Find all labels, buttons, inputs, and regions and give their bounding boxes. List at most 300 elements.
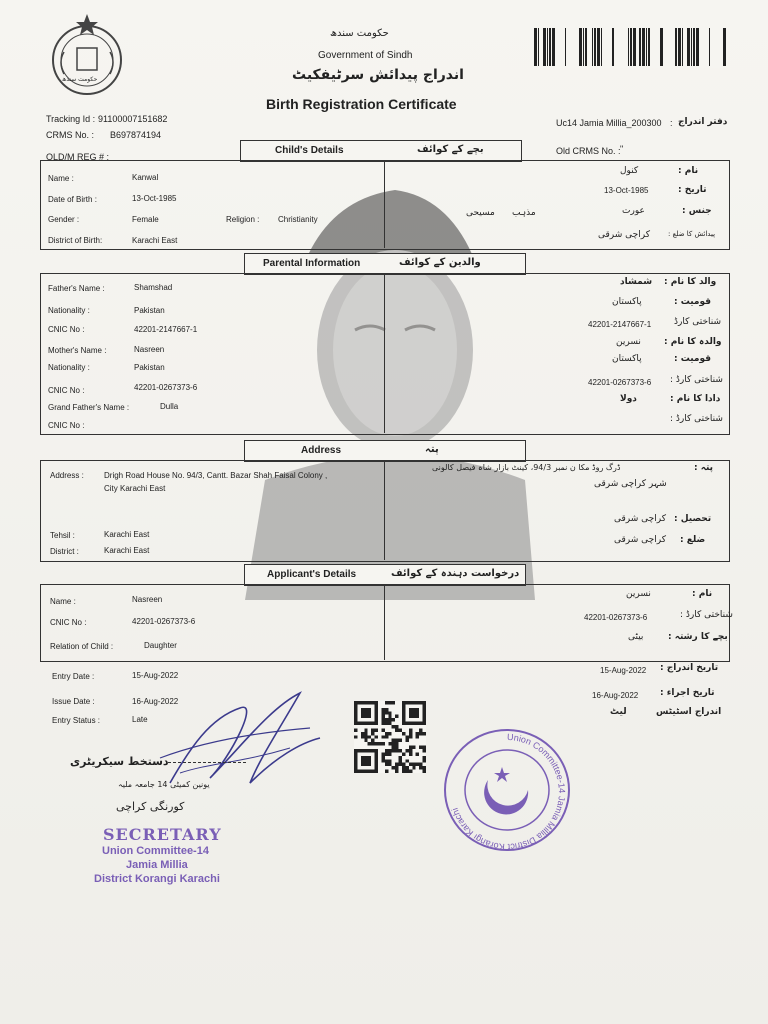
- qr-cell: [364, 711, 367, 714]
- qr-cell: [412, 722, 415, 725]
- qr-cell: [402, 770, 405, 773]
- mother-nationality-value-urdu: پاکستان: [612, 354, 642, 364]
- qr-cell: [368, 756, 371, 759]
- relation-label-urdu: بچے کا رشتہ :: [668, 632, 728, 642]
- qr-cell: [361, 708, 364, 711]
- qr-cell: [409, 715, 412, 718]
- qr-cell: [368, 708, 371, 711]
- office-colon: :: [670, 118, 673, 128]
- page-title: Birth Registration Certificate: [266, 96, 457, 112]
- qr-cell: [371, 749, 374, 752]
- tehsil-value: Karachi East: [104, 530, 150, 539]
- qr-cell: [381, 711, 384, 714]
- crms-label: CRMS No. :: [46, 130, 95, 140]
- qr-cell: [395, 742, 398, 745]
- qr-cell: [357, 701, 360, 704]
- qr-cell: [364, 715, 367, 718]
- barcode-bar: [693, 28, 695, 66]
- address-line2-urdu: شہر کراچی شرقی: [594, 479, 667, 489]
- qr-cell: [409, 728, 412, 731]
- qr-cell: [405, 759, 408, 762]
- qr-cell: [375, 708, 378, 711]
- child-dob-label: Date of Birth :: [48, 195, 97, 204]
- office-value: Uc14 Jamia Millia_200300: [556, 118, 662, 128]
- qr-cell: [416, 715, 419, 718]
- qr-cell: [405, 739, 408, 742]
- qr-cell: [368, 735, 371, 738]
- secretary-signature-label-urdu: دستخط سیکریٹری: [70, 755, 169, 768]
- qr-cell: [402, 752, 405, 755]
- qr-cell: [371, 732, 374, 735]
- qr-cell: [402, 701, 405, 704]
- child-name-label: Name :: [48, 174, 74, 183]
- qr-cell: [364, 728, 367, 731]
- barcode-bar: [628, 28, 629, 66]
- address-section-header: [244, 440, 526, 462]
- qr-cell: [392, 701, 395, 704]
- barcode-bar: [538, 28, 539, 66]
- qr-cell: [368, 701, 371, 704]
- entry-date-label: Entry Date :: [52, 672, 95, 681]
- mother-name-value: Nasreen: [134, 345, 165, 354]
- union-committee-urdu: یونین کمیٹی 14 جامعہ ملیہ: [118, 780, 210, 789]
- father-nationality-label-urdu: قومیت :: [674, 297, 712, 307]
- barcode-bar: [696, 28, 699, 66]
- qr-cell: [388, 742, 391, 745]
- seal-caption: حکومت سندھ: [62, 76, 98, 83]
- address-district-value-urdu: کراچی شرقی: [614, 535, 666, 545]
- barcode-bar: [534, 28, 537, 66]
- child-gender-label: Gender :: [48, 215, 80, 224]
- qr-cell: [378, 742, 381, 745]
- qr-cell: [399, 749, 402, 752]
- barcode-bar: [601, 28, 602, 66]
- qr-cell: [385, 749, 388, 752]
- address-district-value: Karachi East: [104, 546, 150, 555]
- qr-cell: [405, 770, 408, 773]
- child-religion-label-urdu: مذہب: [512, 208, 536, 218]
- qr-cell: [364, 759, 367, 762]
- address-line1: Drigh Road House No. 94/3, Cantt. Bazar Shah Faisal Colony ,: [104, 471, 328, 480]
- father-name-value: Shamshad: [134, 283, 173, 292]
- issue-date-label-urdu: تاریخ اجراء :: [660, 688, 715, 698]
- qr-cell: [409, 708, 412, 711]
- qr-cell: [412, 746, 415, 749]
- qr-cell: [354, 756, 357, 759]
- qr-cell: [388, 722, 391, 725]
- korangi-urdu: کورنگی کراچی: [116, 800, 185, 813]
- qr-cell: [375, 704, 378, 707]
- qr-cell: [385, 752, 388, 755]
- qr-cell: [416, 711, 419, 714]
- qr-cell: [412, 711, 415, 714]
- qr-cell: [423, 715, 426, 718]
- barcode-bar: [543, 28, 546, 66]
- barcode-bar: [583, 28, 584, 66]
- relation-value: Daughter: [144, 641, 177, 650]
- barcode-bar: [642, 28, 645, 66]
- barcode-bar: [646, 28, 647, 66]
- barcode-bar: [639, 28, 641, 66]
- barcode-bar: [687, 28, 690, 66]
- father-nationality-value: Pakistan: [134, 306, 165, 315]
- qr-cell: [381, 742, 384, 745]
- qr-cell: [419, 766, 422, 769]
- qr-cell: [392, 749, 395, 752]
- child-dob-value: 13-Oct-1985: [132, 194, 177, 203]
- mother-cnic-value-urdu: 42201-0267373-6: [588, 378, 652, 387]
- qr-cell: [364, 763, 367, 766]
- issue-date-value-urdu: 16-Aug-2022: [592, 691, 639, 700]
- qr-cell: [416, 735, 419, 738]
- applicant-name-label-urdu: نام :: [692, 589, 713, 599]
- qr-cell: [409, 746, 412, 749]
- qr-cell: [416, 752, 419, 755]
- qr-cell: [368, 711, 371, 714]
- applicant-section-header: [244, 564, 526, 586]
- father-name-value-urdu: شمشاد: [620, 277, 653, 287]
- qr-cell: [412, 715, 415, 718]
- child-section-title: Child's Details: [275, 145, 344, 156]
- qr-cell: [368, 763, 371, 766]
- qr-cell: [392, 725, 395, 728]
- qr-cell: [381, 708, 384, 711]
- child-dob-value-urdu: 13-Oct-1985: [604, 186, 649, 195]
- qr-cell: [409, 732, 412, 735]
- child-gender-value-urdu: عورت: [622, 206, 645, 216]
- qr-cell: [388, 701, 391, 704]
- barcode-bar: [552, 28, 555, 66]
- qr-cell: [409, 749, 412, 752]
- qr-cell: [361, 732, 364, 735]
- qr-cell: [361, 711, 364, 714]
- qr-cell: [375, 759, 378, 762]
- qr-cell: [357, 770, 360, 773]
- qr-cell: [354, 766, 357, 769]
- child-religion-value-urdu: مسیحی: [466, 208, 495, 218]
- qr-cell: [388, 718, 391, 721]
- tracking-label: Tracking Id :: [46, 114, 96, 124]
- child-district-value: Karachi East: [132, 236, 178, 245]
- secretary-stamp-line1: Union Committee-14: [102, 845, 209, 857]
- qr-cell: [402, 715, 405, 718]
- mother-nationality-value: Pakistan: [134, 363, 165, 372]
- qr-cell: [364, 701, 367, 704]
- qr-cell: [364, 749, 367, 752]
- entry-date-value-urdu: 15-Aug-2022: [600, 666, 647, 675]
- tehsil-label-urdu: تحصیل :: [674, 514, 712, 524]
- grandfather-name-label-urdu: دادا کا نام :: [670, 394, 721, 404]
- crms-value: B697874194: [110, 130, 162, 140]
- qr-cell: [364, 735, 367, 738]
- qr-cell: [364, 770, 367, 773]
- barcode-bar: [648, 28, 650, 66]
- old-crms-label: Old CRMS No. :: [556, 146, 621, 156]
- qr-cell: [354, 715, 357, 718]
- qr-cell: [388, 759, 391, 762]
- qr-cell: [381, 718, 384, 721]
- qr-cell: [395, 739, 398, 742]
- parental-section-title-urdu: والدین کے کوائف: [399, 257, 481, 268]
- qr-cell: [392, 718, 395, 721]
- barcode-bar: [597, 28, 600, 66]
- qr-cell: [381, 752, 384, 755]
- mother-cnic-label: CNIC No :: [48, 386, 85, 395]
- qr-cell: [385, 708, 388, 711]
- qr-cell: [402, 763, 405, 766]
- qr-cell: [423, 701, 426, 704]
- child-dob-label-urdu: تاریخ :: [678, 185, 707, 195]
- qr-cell: [423, 766, 426, 769]
- child-religion-label: Religion :: [226, 215, 260, 224]
- qr-cell: [395, 725, 398, 728]
- barcode-bar: [579, 28, 582, 66]
- qr-cell: [354, 711, 357, 714]
- child-name-label-urdu: نام :: [678, 166, 699, 176]
- mother-nationality-label: Nationality :: [48, 363, 90, 372]
- qr-cell: [371, 722, 374, 725]
- qr-cell: [392, 746, 395, 749]
- qr-cell: [361, 715, 364, 718]
- qr-cell: [388, 752, 391, 755]
- round-stamp-text: Union Committee-14 Jamia Millia District Korangi Karachi: [449, 731, 567, 853]
- qr-cell: [361, 763, 364, 766]
- qr-cell: [399, 739, 402, 742]
- mother-name-label: Mother's Name :: [48, 346, 107, 355]
- address-section-title-urdu: پتہ: [425, 444, 439, 455]
- barcode-bar: [678, 28, 681, 66]
- qr-cell: [419, 746, 422, 749]
- qr-cell: [412, 701, 415, 704]
- qr-cell: [375, 742, 378, 745]
- mother-name-label-urdu: والدہ کا نام :: [664, 337, 722, 347]
- qr-cell: [368, 759, 371, 762]
- qr-cell: [409, 701, 412, 704]
- qr-cell: [395, 749, 398, 752]
- child-name-value: Kanwal: [132, 173, 159, 182]
- title-urdu: اندراج پیدائش سرٹیفکیٹ: [292, 67, 464, 83]
- qr-cell: [375, 711, 378, 714]
- child-name-value-urdu: کنول: [620, 166, 639, 176]
- qr-cell: [375, 722, 378, 725]
- qr-cell: [395, 715, 398, 718]
- entry-status-label-urdu: اندراج اسٹیٹس: [656, 707, 722, 717]
- applicant-section-title: Applicant's Details: [267, 569, 357, 580]
- child-gender-label-urdu: جنس :: [682, 206, 712, 216]
- qr-cell: [392, 742, 395, 745]
- qr-cell: [385, 759, 388, 762]
- qr-cell: [375, 715, 378, 718]
- qr-cell: [385, 732, 388, 735]
- grandfather-name-value: Dulla: [160, 402, 179, 411]
- crescent-icon: [484, 780, 528, 814]
- qr-cell: [409, 722, 412, 725]
- applicant-cnic-label-urdu: شناختی کارڈ :: [680, 610, 733, 620]
- father-cnic-label-urdu: شناختی کارڈ: [674, 317, 722, 327]
- applicant-cnic-label: CNIC No :: [50, 618, 87, 627]
- qr-cell: [354, 735, 357, 738]
- barcode-bar: [691, 28, 692, 66]
- issue-date-value: 16-Aug-2022: [132, 697, 179, 706]
- qr-cell: [368, 749, 371, 752]
- address-line2: City Karachi East: [104, 484, 166, 493]
- father-nationality-value-urdu: پاکستان: [612, 297, 642, 307]
- star-icon: [494, 767, 510, 782]
- qr-cell: [364, 739, 367, 742]
- tracking-value: 91100007151682: [98, 114, 168, 124]
- qr-cell: [354, 722, 357, 725]
- qr-cell: [409, 711, 412, 714]
- qr-cell: [423, 749, 426, 752]
- barcode-bar: [594, 28, 596, 66]
- qr-cell: [405, 766, 408, 769]
- qr-cell: [402, 711, 405, 714]
- qr-cell: [392, 766, 395, 769]
- qr-cell: [357, 749, 360, 752]
- entry-status-label: Entry Status :: [52, 716, 101, 725]
- barcode-bar: [633, 28, 636, 66]
- qr-cell: [371, 728, 374, 731]
- qr-code: [354, 701, 426, 773]
- barcode-bar: [675, 28, 677, 66]
- qr-cell: [423, 722, 426, 725]
- qr-cell: [354, 752, 357, 755]
- qr-cell: [392, 739, 395, 742]
- qr-cell: [381, 722, 384, 725]
- father-name-label: Father's Name :: [48, 284, 105, 293]
- grandfather-cnic-label-urdu: شناختی کارڈ :: [670, 414, 723, 424]
- address-district-label: District :: [50, 547, 79, 556]
- qr-cell: [409, 752, 412, 755]
- qr-cell: [357, 722, 360, 725]
- qr-cell: [402, 704, 405, 707]
- qr-cell: [354, 718, 357, 721]
- parental-section-title: Parental Information: [263, 258, 361, 269]
- qr-cell: [375, 749, 378, 752]
- barcode-bar: [630, 28, 632, 66]
- qr-cell: [412, 763, 415, 766]
- qr-cell: [419, 763, 422, 766]
- qr-cell: [423, 770, 426, 773]
- qr-cell: [368, 722, 371, 725]
- qr-cell: [354, 728, 357, 731]
- qr-cell: [409, 735, 412, 738]
- father-name-label-urdu: والد کا نام :: [664, 277, 717, 287]
- qr-cell: [375, 701, 378, 704]
- qr-cell: [395, 746, 398, 749]
- qr-cell: [385, 735, 388, 738]
- qr-cell: [364, 722, 367, 725]
- qr-cell: [375, 735, 378, 738]
- qr-cell: [381, 715, 384, 718]
- parental-section-header: [244, 253, 526, 275]
- qr-cell: [423, 746, 426, 749]
- mother-nationality-label-urdu: قومیت :: [674, 354, 712, 364]
- qr-cell: [419, 701, 422, 704]
- qr-cell: [388, 715, 391, 718]
- round-stamp: [440, 725, 575, 855]
- qr-cell: [361, 735, 364, 738]
- father-cnic-value: 42201-2147667-1: [134, 325, 198, 334]
- qr-cell: [395, 763, 398, 766]
- qr-cell: [419, 722, 422, 725]
- barcode-bar: [592, 28, 593, 66]
- qr-cell: [381, 759, 384, 762]
- qr-cell: [381, 756, 384, 759]
- qr-cell: [395, 728, 398, 731]
- address-label: Address :: [50, 471, 84, 480]
- qr-cell: [354, 708, 357, 711]
- barcode-bar: [723, 28, 726, 66]
- qr-cell: [388, 711, 391, 714]
- qr-cell: [399, 728, 402, 731]
- qr-cell: [368, 770, 371, 773]
- qr-cell: [361, 701, 364, 704]
- qr-cell: [402, 722, 405, 725]
- office-urdu-label: دفتر اندراج: [678, 117, 728, 127]
- father-cnic-value-urdu: 42201-2147667-1: [588, 320, 652, 329]
- qr-cell: [402, 708, 405, 711]
- father-cnic-label: CNIC No :: [48, 325, 85, 334]
- qr-cell: [381, 728, 384, 731]
- qr-cell: [385, 701, 388, 704]
- tehsil-label: Tehsil :: [50, 531, 75, 540]
- barcode-bar: [585, 28, 587, 66]
- qr-cell: [416, 722, 419, 725]
- qr-cell: [402, 766, 405, 769]
- qr-cell: [375, 728, 378, 731]
- qr-cell: [354, 770, 357, 773]
- child-gender-value: Female: [132, 215, 159, 224]
- qr-cell: [385, 722, 388, 725]
- mother-name-value-urdu: نسرین: [616, 337, 641, 347]
- old-crms-value: ": [620, 144, 624, 154]
- signature-line: [168, 762, 246, 763]
- qr-cell: [354, 763, 357, 766]
- qr-cell: [388, 749, 391, 752]
- applicant-cnic-value-urdu: 42201-0267373-6: [584, 613, 648, 622]
- qr-cell: [361, 759, 364, 762]
- child-district-label: District of Birth:: [48, 236, 103, 245]
- qr-cell: [399, 759, 402, 762]
- tehsil-value-urdu: کراچی شرقی: [614, 514, 666, 524]
- qr-cell: [361, 722, 364, 725]
- qr-cell: [361, 756, 364, 759]
- secretary-stamp-title: SECRETARY: [103, 825, 222, 844]
- qr-cell: [371, 739, 374, 742]
- applicant-cnic-value: 42201-0267373-6: [132, 617, 196, 626]
- barcode-bar: [660, 28, 663, 66]
- grandfather-cnic-label: CNIC No :: [48, 421, 85, 430]
- applicant-name-value: Nasreen: [132, 595, 163, 604]
- child-section-header: [240, 140, 522, 162]
- qr-cell: [402, 718, 405, 721]
- child-religion-value: Christianity: [278, 215, 318, 224]
- barcode-bar: [565, 28, 566, 66]
- qr-cell: [381, 735, 384, 738]
- entry-date-value: 15-Aug-2022: [132, 671, 179, 680]
- address-district-label-urdu: ضلع :: [680, 535, 706, 545]
- qr-cell: [354, 759, 357, 762]
- qr-cell: [388, 763, 391, 766]
- applicant-name-value-urdu: نسرین: [626, 589, 651, 599]
- father-nationality-label: Nationality :: [48, 306, 90, 315]
- qr-cell: [409, 770, 412, 773]
- qr-cell: [368, 742, 371, 745]
- qr-cell: [423, 759, 426, 762]
- qr-cell: [354, 701, 357, 704]
- qr-cell: [375, 752, 378, 755]
